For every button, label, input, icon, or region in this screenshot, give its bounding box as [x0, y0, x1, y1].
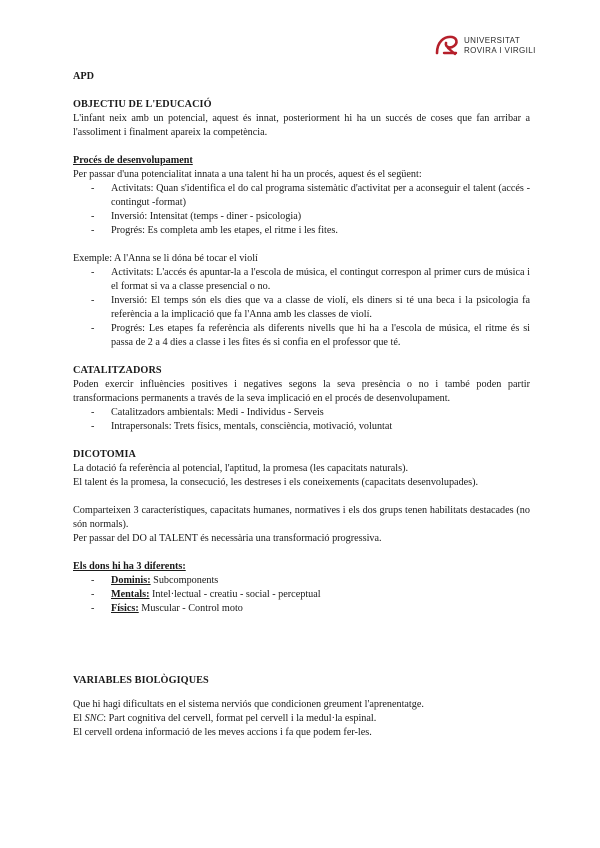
university-logo: [434, 34, 574, 60]
list-item: - Intrapersonals: Trets físics, mentals, consciència, motivació, voluntat: [73, 420, 530, 434]
list-item: - Activitats: L'accés és apuntar-la a l'escola de música, el contingut correspon al primer curs de música i el format si va a classe presencial o no.: [73, 266, 530, 294]
dicotomia-para-3: Per passar del DO al TALENT és necessària una transformació progressiva.: [73, 533, 382, 544]
logo-line-2: ROVIRA I VIRGILI: [464, 46, 536, 55]
dons-term: Físics:: [111, 603, 139, 614]
heading-variables: VARIABLES BIOLÒGIQUES: [73, 675, 209, 686]
document-body: [73, 70, 530, 740]
proces-list: [73, 182, 530, 238]
catalitzadors-text: Poden exercir influències positives i negatives segons la seva presència o no i també poden partir transformacions permanents a través de la seva implicació en el procés de desenvolupament.: [73, 379, 530, 404]
example-list: [73, 266, 530, 350]
dons-term: Dominis:: [111, 575, 151, 586]
variables-line-2-post: : Part cognitiva del cervell, format pel cervell i la medul·la espinal.: [103, 713, 377, 724]
list-item: - Inversió: El temps són els dies que va a classe de violí, els diners si té una beca i la psicologia fa referència a la implicació que fa l'Anna amb les classes de violí.: [73, 294, 530, 322]
list-item: [73, 588, 530, 602]
urv-emblem-icon: [434, 34, 460, 56]
heading-dicotomia: DICOTOMIA: [73, 449, 136, 460]
heading-objectiu: OBJECTIU DE L'EDUCACIÓ: [73, 99, 212, 110]
variables-line-2-pre: El: [73, 713, 85, 724]
dons-desc: Subcomponents: [150, 575, 219, 586]
logo-line-1: UNIVERSITAT: [464, 36, 521, 45]
example-intro: Exemple: A l'Anna se li dóna bé tocar el violí: [73, 253, 258, 264]
objectiu-text: L'infant neix amb un potencial, aquest és innat, posteriorment hi ha un succés de coses que fan arribar a l'assoliment i finalment apareix la competència.: [73, 113, 530, 138]
list-item: - Progrés: Es completa amb les etapes, el ritme i les fites.: [73, 224, 530, 238]
heading-dons: Els dons hi ha 3 diferents:: [73, 561, 186, 572]
dicotomia-para-2: Comparteixen 3 característiques, capacitats humanes, normatives i els dos grups tenen habilitats destacades (no són normals).: [73, 505, 530, 530]
variables-line-1: Que hi hagi dificultats en el sistema nerviós que condicionen greument l'aprenentatge.: [73, 699, 424, 710]
document-title: APD: [73, 71, 94, 82]
heading-proces: Procés de desenvolupament: [73, 155, 193, 166]
proces-intro: Per passar d'una potencialitat innata a una talent hi ha un procés, aquest és el següent:: [73, 169, 422, 180]
list-item: - Inversió: Intensitat (temps - diner - psicologia): [73, 210, 530, 224]
list-item: - Progrés: Les etapes fa referència als diferents nivells que hi ha a l'escola de música, el ritme és si passa de 2 a 4 dies a classe i les fites és si confia en el professor que té.: [73, 322, 530, 350]
dons-term: Mentals:: [111, 589, 150, 600]
snc-term: SNC: [84, 713, 104, 724]
dicotomia-line-2: El talent és la promesa, la consecució, les destreses i els coneixements (capacitats desenvolupades).: [73, 477, 479, 488]
list-item: - Activitats: Quan s'identifica el do cal programa sistemàtic d'activitat per a aconseguir el talent (accés - contingut -format): [73, 182, 530, 210]
variables-line-2: [73, 712, 530, 726]
dons-desc: Muscular - Control moto: [138, 603, 243, 614]
variables-line-3: El cervell ordena informació de les meves accions i fa que podem fer-les.: [73, 727, 372, 738]
dons-desc: Intel·lectual - creatiu - social - perceptual: [149, 589, 321, 600]
list-item: - Catalitzadors ambientals: Medi - Individus - Serveis: [73, 406, 530, 420]
dicotomia-line-1: La dotació fa referència al potencial, l'aptitud, la promesa (les capacitats naturals).: [73, 463, 409, 474]
list-item: [73, 602, 530, 616]
list-item: [73, 574, 530, 588]
catalitzadors-list: [73, 406, 530, 434]
dons-list: [73, 574, 530, 616]
heading-catalitzadors: CATALITZADORS: [73, 365, 162, 376]
